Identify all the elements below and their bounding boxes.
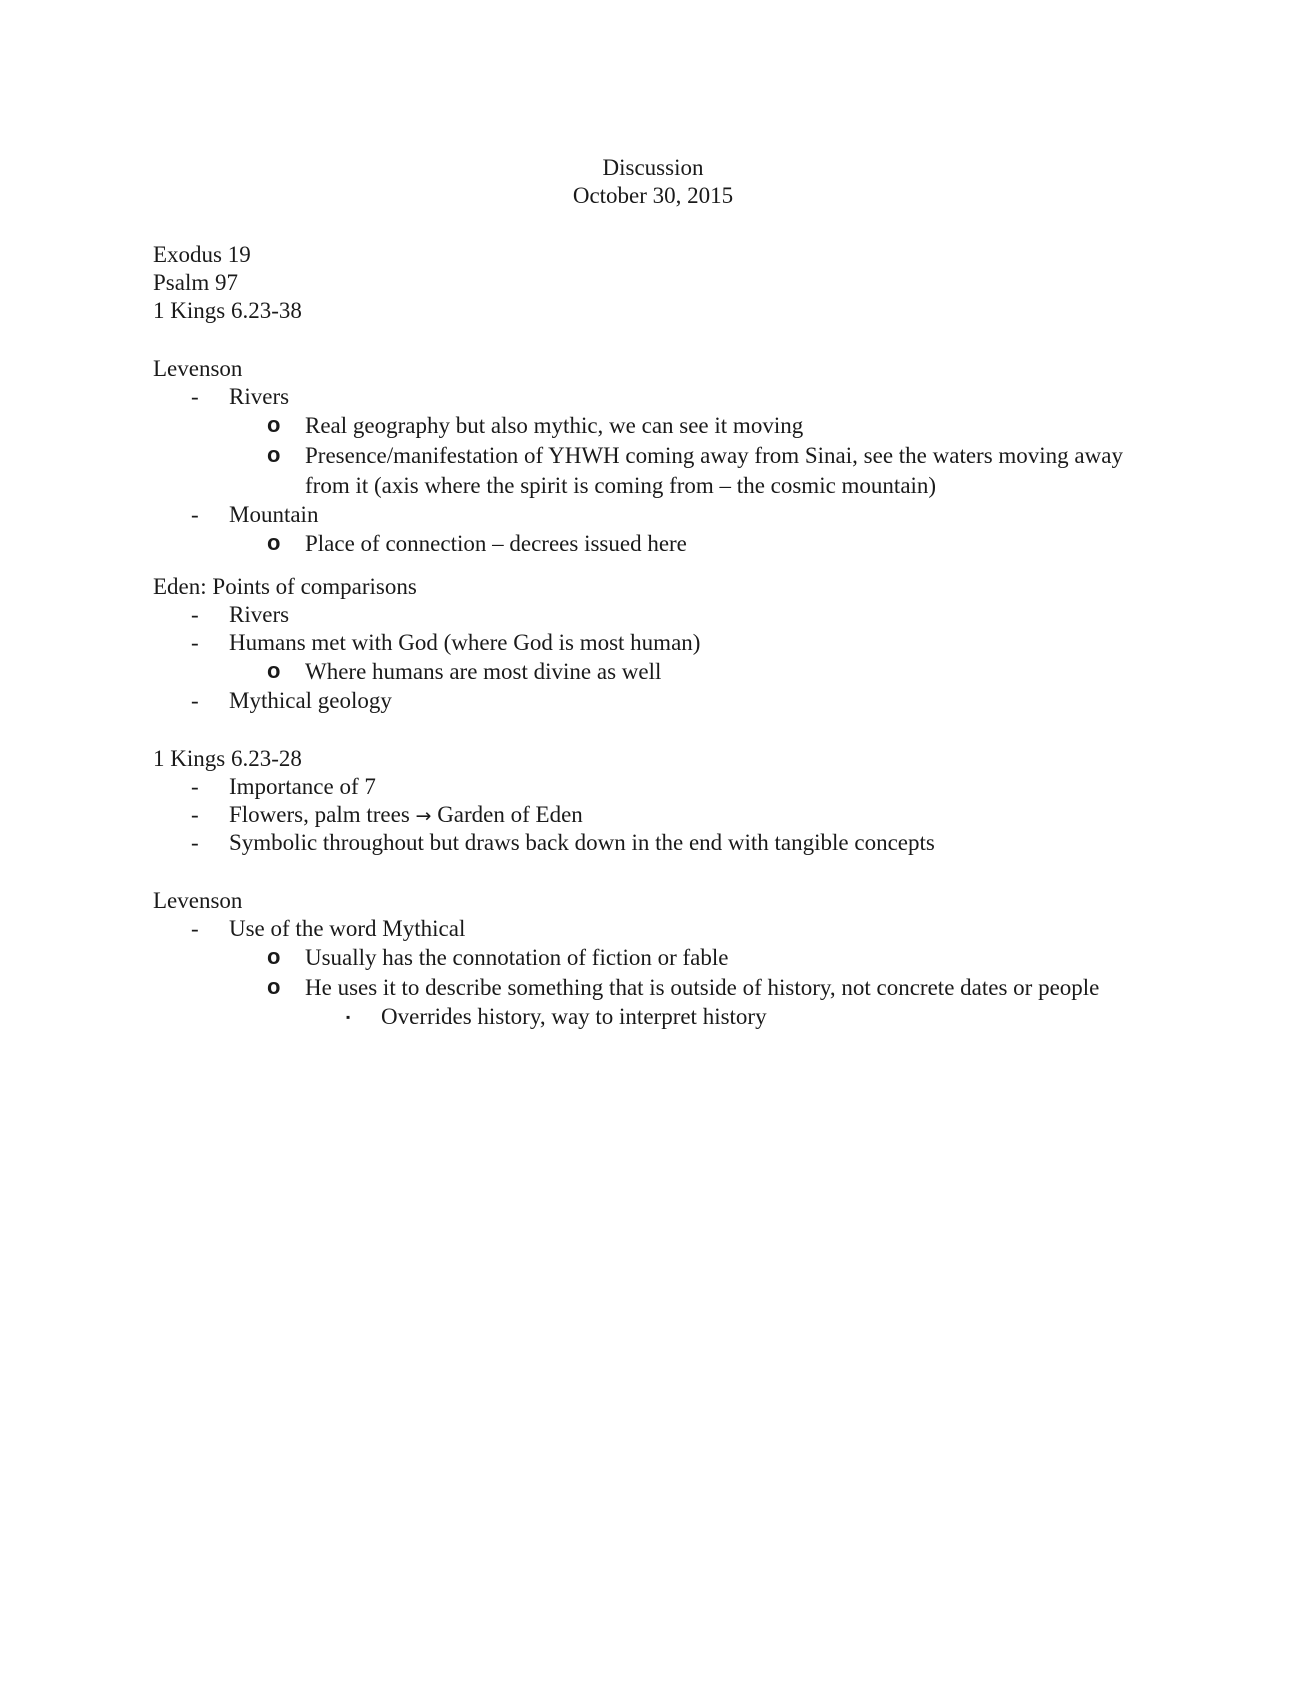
circle-marker: o (267, 412, 281, 437)
dash-marker: - (191, 830, 199, 855)
dash-marker: - (191, 802, 199, 827)
sub-bullet-text: Where humans are most divine as well (305, 659, 662, 684)
circle-marker: o (267, 974, 281, 999)
circle-marker: o (267, 658, 281, 683)
bullet-text: Rivers (229, 602, 290, 627)
bullet-text: Importance of 7 (229, 774, 376, 799)
notes-body (153, 241, 1153, 1031)
square-marker: ▪ (346, 1010, 351, 1024)
section-heading: Levenson (153, 888, 243, 913)
dash-marker: - (191, 630, 199, 655)
circle-marker: o (267, 530, 281, 555)
dash-marker: - (191, 916, 199, 941)
section-heading: 1 Kings 6.23-28 (153, 746, 302, 771)
bullet-text: Flowers, palm trees (229, 802, 410, 827)
bullet-item (153, 829, 1153, 857)
reading-item: 1 Kings 6.23-38 (153, 298, 302, 323)
sub-bullet-item (153, 411, 1123, 441)
bullet-text: Mountain (229, 502, 319, 527)
sub-bullet-text: Usually has the connotation of fiction or fable (305, 945, 729, 970)
bullet-item (153, 629, 1153, 657)
section-kings (153, 745, 1153, 857)
bullet-item (153, 383, 1153, 411)
title-block (0, 154, 1306, 210)
sub-bullet-item (153, 657, 1123, 687)
bullet-text: Garden of Eden (437, 802, 583, 827)
reading-item: Exodus 19 (153, 242, 251, 267)
section-levenson-2 (153, 887, 1153, 1031)
page-date: October 30, 2015 (572, 183, 734, 208)
bullet-text: Use of the word Mythical (229, 916, 466, 941)
sub-bullet-text: Presence/manifestation of YHWH coming away from Sinai, see the waters moving away from it (axis where the spirit is coming from – the cosmic mountain) (305, 443, 1123, 498)
sub-bullet-text: Real geography but also mythic, we can see it moving (305, 413, 804, 438)
dash-marker: - (191, 774, 199, 799)
bullet-item (153, 773, 1153, 801)
sub-sub-bullet-text: Overrides history, way to interpret history (381, 1004, 767, 1029)
circle-marker: o (267, 442, 281, 467)
page-title: Discussion (602, 155, 704, 180)
sub-bullet-item (153, 943, 1123, 973)
bullet-text: Mythical geology (229, 688, 392, 713)
section-heading: Eden: Points of comparisons (153, 574, 417, 599)
sub-bullet-text: He uses it to describe something that is outside of history, not concrete dates or people (305, 975, 1100, 1000)
readings-list (153, 241, 1153, 325)
section-eden (153, 573, 1153, 715)
reading-item: Psalm 97 (153, 270, 238, 295)
bullet-item (153, 687, 1153, 715)
sub-bullet-item (153, 441, 1123, 501)
section-heading: Levenson (153, 356, 243, 381)
bullet-item (153, 801, 1153, 829)
bullet-text: Rivers (229, 384, 290, 409)
bullet-item (153, 915, 1153, 943)
sub-bullet-text: Place of connection – decrees issued here (305, 531, 687, 556)
section-levenson-1 (153, 355, 1153, 559)
dash-marker: - (191, 602, 199, 627)
bullet-item (153, 601, 1153, 629)
dash-marker: - (191, 384, 199, 409)
dash-marker: - (191, 688, 199, 713)
sub-bullet-item (153, 973, 1123, 1003)
dash-marker: - (191, 502, 199, 527)
sub-bullet-item (153, 529, 1123, 559)
bullet-text: Humans met with God (where God is most human) (229, 630, 701, 655)
right-arrow-icon: → (415, 805, 432, 827)
bullet-item (153, 501, 1153, 529)
circle-marker: o (267, 944, 281, 969)
sub-sub-bullet-item (153, 1003, 1153, 1031)
bullet-text: Symbolic throughout but draws back down in the end with tangible concepts (229, 830, 935, 855)
